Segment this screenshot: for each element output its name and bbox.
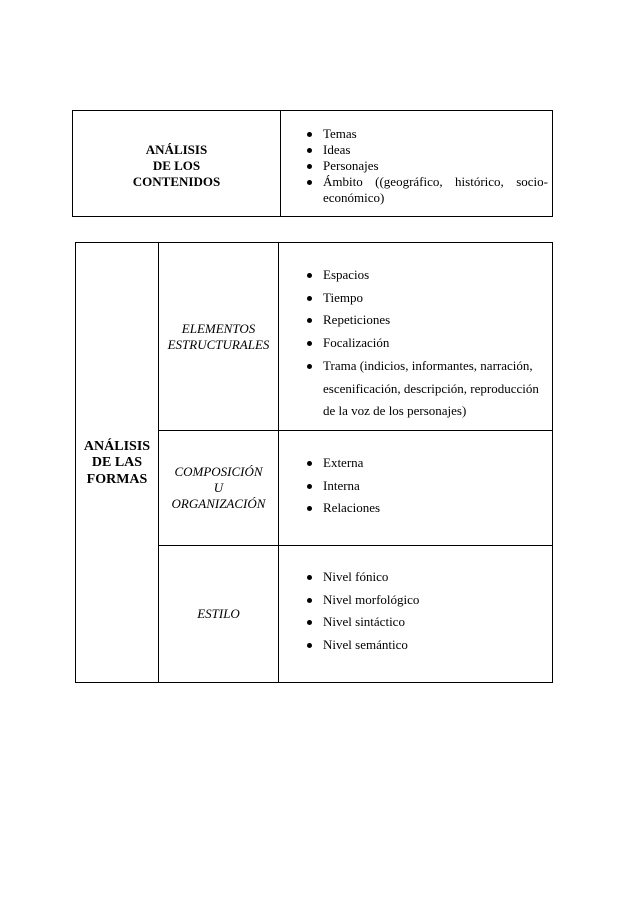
list-item: Personajes [323, 158, 548, 174]
section-items-cell [279, 431, 552, 546]
list-item: Ámbito ((geográfico, histórico, socio-económico) [323, 174, 548, 205]
label-line: ELEMENTOS [181, 320, 256, 336]
list-item: Temas [323, 126, 548, 142]
list-item: Interna [323, 475, 543, 498]
heading-line: DE LAS [91, 455, 143, 471]
forms-heading-cell [76, 243, 159, 682]
list-item: Focalización [323, 332, 543, 355]
forms-heading [84, 439, 150, 489]
elementos-bullet-list [323, 264, 543, 423]
list-item: Espacios [323, 264, 543, 287]
label-line: ORGANIZACIÓN [171, 496, 266, 511]
heading-line: ANÁLISIS [83, 438, 151, 454]
label-line: ESTRUCTURALES [167, 336, 270, 352]
contents-bullet-list [323, 126, 548, 206]
list-item: Ideas [323, 142, 548, 158]
heading-line: FORMAS [86, 471, 148, 487]
contents-heading-cell [73, 111, 281, 216]
section-label-cell [159, 546, 279, 682]
composicion-bullet-list [323, 452, 543, 520]
label-line: COMPOSICIÓN [174, 464, 263, 479]
section-label-estilo [197, 606, 240, 622]
heading-line: CONTENIDOS [132, 173, 221, 189]
list-item: Trama (indicios, informantes, narración, escenificación, descripción, reproducción de la voz de los personajes) [323, 355, 543, 423]
heading-line: DE LOS [152, 157, 201, 173]
forms-analysis-table [75, 242, 553, 683]
section-label-composicion [172, 464, 266, 512]
list-item: Nivel fónico [323, 566, 543, 589]
label-line: U [213, 480, 224, 495]
list-item: Relaciones [323, 497, 543, 520]
section-label-elementos [168, 321, 270, 353]
list-item: Nivel morfológico [323, 589, 543, 612]
list-item: Externa [323, 452, 543, 475]
section-label-cell [159, 431, 279, 546]
contents-analysis-table [72, 110, 553, 217]
heading-line: ANÁLISIS [145, 141, 208, 157]
section-items-cell [279, 546, 552, 682]
section-items-cell [279, 243, 552, 431]
list-item: Repeticiones [323, 309, 543, 332]
contents-heading [133, 142, 220, 190]
list-item: Nivel sintáctico [323, 611, 543, 634]
section-label-cell [159, 243, 279, 431]
contents-items-cell [281, 111, 552, 216]
label-line: ESTILO [197, 606, 240, 621]
estilo-bullet-list [323, 566, 543, 657]
list-item: Nivel semántico [323, 634, 543, 657]
list-item: Tiempo [323, 287, 543, 310]
